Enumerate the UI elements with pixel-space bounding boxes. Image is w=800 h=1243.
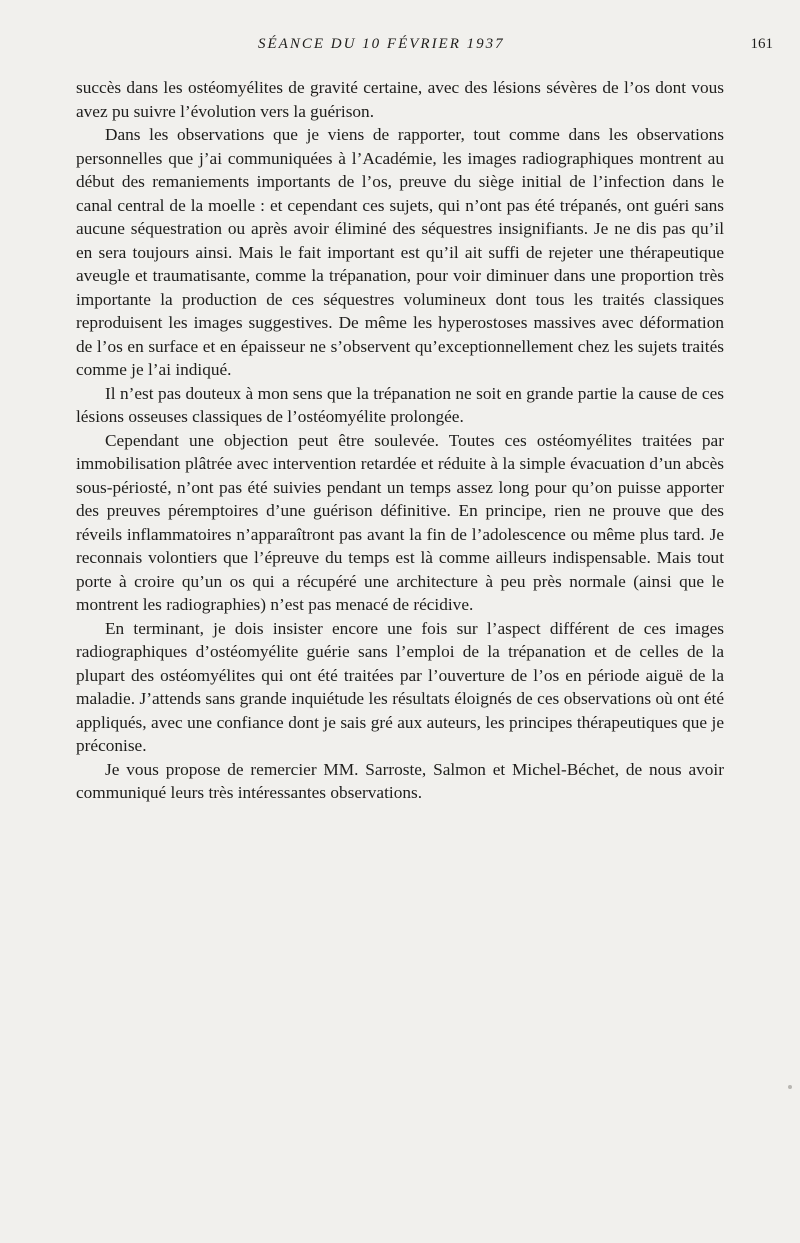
paragraph-conclusion: En terminant, je dois insister encore une fois sur l’aspect différent de ces images radiographiques d’ostéomyélite guérie sans l’emploi de la trépanation et de celles de la plupart des ostéomyélites qui ont été traitées par l’ouverture de l’os en période aiguë de la maladie. J’attends sans grande inquiétude les résultats éloignés de ces observations où ont été appliqués, avec une confiance dont je sais gré aux auteurs, les principes thérapeutiques que je préconise.	[76, 618, 724, 755]
paragraph-objection: Cependant une objection peut être soulevée. Toutes ces ostéomyélites traitées par immobilisation plâtrée avec intervention retardée et réduite à la simple évacuation d’un abcès sous-périosté, n’ont pas été suivies pendant un temps assez long pour qu’on puisse apporter des preuves péremptoires d’une guérison définitive. En principe, rien ne prouve que des réveils inflammatoires n’apparaîtront pas avant la fin de l’adolescence ou même plus tard. Je reconnais volontiers que l’épreuve du temps est là comme ailleurs indispensable. Mais tout porte à croire qu’un os qui a récupéré une architecture à peu près normale (ainsi que le montrent les radiographies) n’est pas menacé de récidive.	[76, 430, 724, 614]
article-body	[76, 76, 724, 805]
paragraph-thanks: Je vous propose de remercier MM. Sarroste, Salmon et Michel-Béchet, de nous avoir communiqué leurs très intéressantes observations.	[76, 759, 724, 802]
running-header-title: SÉANCE DU 10 FÉVRIER 1937	[258, 36, 505, 52]
running-header	[0, 36, 800, 60]
page-speck-mark	[788, 1085, 792, 1089]
page-number: 161	[750, 36, 773, 52]
paragraph-observations: Dans les observations que je viens de rapporter, tout comme dans les observations personnelles que j’ai communiquées à l’Académie, les images radiographiques montrent au début des remaniements importants de l’os, preuve du siège initial de l’infection dans le canal central de la moelle : et cependant ces sujets, qui n’ont pas été trépanés, ont guéri sans aucune séquestration ou après avoir éliminé des séquestres insignifiants. Je ne dis pas qu’il en sera toujours ainsi. Mais le fait important est qu’il ait suffi de rejeter une thérapeutique aveugle et traumatisante, comme la trépanation, pour voir diminuer dans une proportion très importante la production de ces séquestres volumineux dont tous les traités classiques reproduisent les images suggestives. De même les hyperostoses massives avec déformation de l’os en surface et en épaisseur ne s’observent qu’exceptionnellement chez les sujets traités comme je l’ai indiqué.	[76, 125, 724, 379]
paragraph-trepanation-cause: Il n’est pas douteux à mon sens que la trépanation ne soit en grande partie la cause de ces lésions osseuses classiques de l’ostéomyélite prolongée.	[76, 383, 724, 426]
paragraph-continuation: succès dans les ostéomyélites de gravité certaine, avec des lésions sévères de l’os dont vous avez pu suivre l’évolution vers la guérison.	[76, 78, 724, 121]
